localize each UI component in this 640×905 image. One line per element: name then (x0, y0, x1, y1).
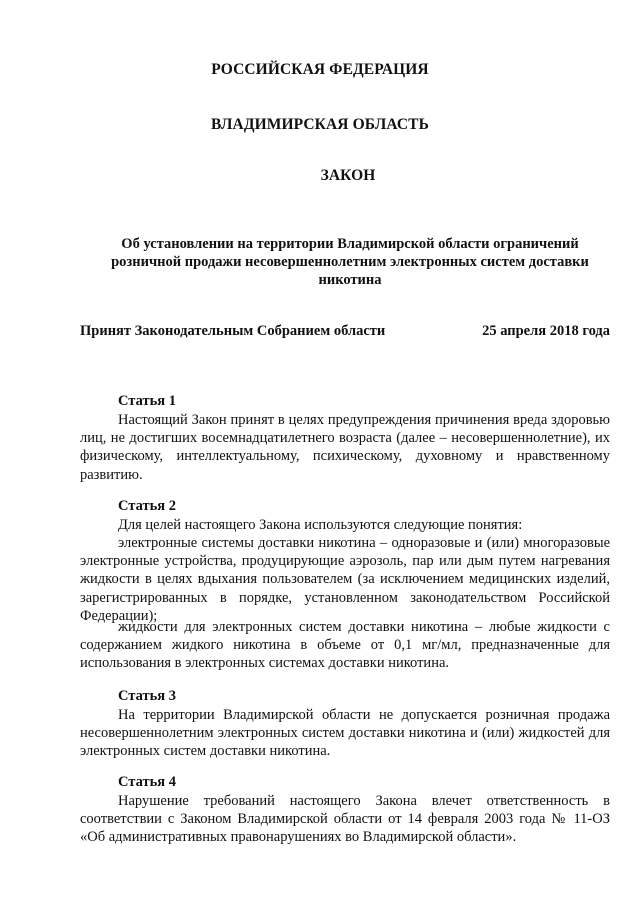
law-title: Об установлении на территории Владимирской области ограничений розничной продажи несовершеннолетним электронных систем доставки никотина (111, 236, 589, 288)
article-4-heading: Статья 4 (118, 774, 176, 790)
article-1-heading: Статья 1 (118, 393, 176, 409)
adoption-date: 25 апреля 2018 года (482, 323, 610, 339)
document-type-heading: ЗАКОН (320, 167, 376, 184)
article-2-paragraph-1: Для целей настоящего Закона используются следующие понятия: (118, 517, 523, 533)
article-2-heading: Статья 2 (118, 498, 176, 514)
article-4-paragraph-1: Нарушение требований настоящего Закона влечет ответственность в соответствии с Законом Владимирской области от 14 февраля 2003 года № 11-ОЗ «Об административных правонарушениях во Владимирской области». (80, 793, 610, 846)
article-1-paragraph-1: Настоящий Закон принят в целях предупреждения причинения вреда здоровью лиц, не достигших восемнадцатилетнего возраста (далее – несовершеннолетние), их физическому, интеллектуальному, психическому, духовному и нравственному развитию. (80, 412, 610, 483)
adopted-by: Принят Законодательным Собранием области (80, 323, 386, 339)
country-heading: РОССИЙСКАЯ ФЕДЕРАЦИЯ (211, 61, 429, 78)
adoption-line (80, 323, 610, 340)
region-heading: ВЛАДИМИРСКАЯ ОБЛАСТЬ (211, 116, 429, 133)
article-3-heading: Статья 3 (118, 688, 176, 704)
article-3-paragraph-1: На территории Владимирской области не допускается розничная продажа несовершеннолетним электронных систем доставки никотина и (или) жидкостей для электронных систем доставки никотина. (80, 707, 610, 760)
article-2-paragraph-2: электронные системы доставки никотина – одноразовые и (или) многоразовые электронные устройства, продуцирующие аэрозоль, пар или дым путем нагревания жидкости в целях вдыхания пользователем (за исключением медицинских изделий, зарегистрированных в порядке, установленном законодательством Российской Федерации); (80, 535, 610, 624)
article-2-paragraph-3: жидкости для электронных систем доставки никотина – любые жидкости с содержанием жидкого никотина в объеме от 0,1 мг/мл, предназначенные для использования в электронных системах доставки никотина. (80, 619, 610, 672)
